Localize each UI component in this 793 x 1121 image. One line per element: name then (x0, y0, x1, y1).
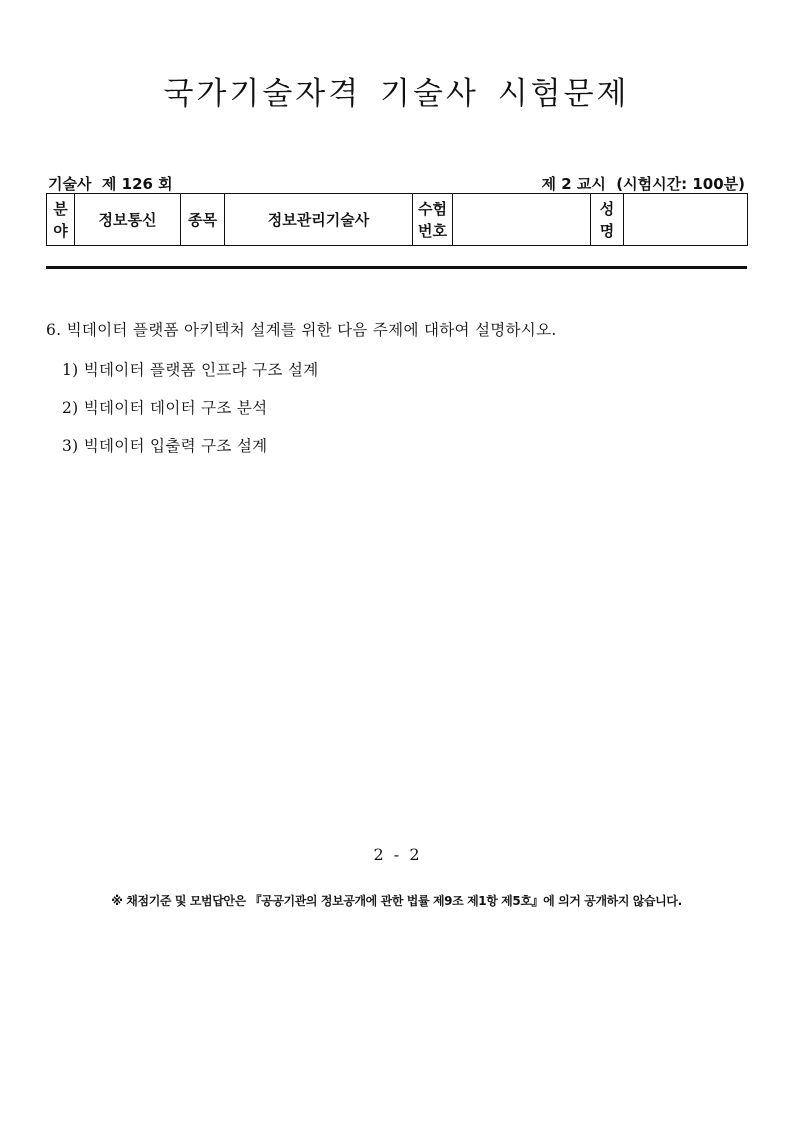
divider (46, 266, 747, 269)
question-text: 6. 빅데이터 플랫폼 아키텍처 설계를 위한 다음 주제에 대하여 설명하시오. (46, 321, 557, 339)
exam-number-field[interactable] (453, 194, 591, 246)
page-number: 2 - 2 (373, 845, 420, 864)
name-field[interactable] (624, 194, 748, 246)
exam-session: 기술사 제 126 회 (48, 175, 173, 193)
category-label: 종목 (181, 194, 225, 246)
grading-notice: ※ 채점기준 및 모범답안은 『공공기관의 정보공개에 관한 법률 제9조 제1항 제5호』에 의거 공개하지 않습니다. (111, 894, 682, 908)
category-value: 정보관리기술사 (225, 194, 413, 246)
exam-number-label: 수험 번호 (413, 194, 453, 246)
field-label: 분 야 (47, 194, 75, 246)
exam-title: 국가기술자격 기술사 시험문제 (163, 76, 630, 112)
question-item: 3) 빅데이터 입출력 구조 설계 (62, 437, 268, 455)
exam-period: 제 2 교시 (시험시간: 100분) (541, 175, 745, 193)
name-label: 성 명 (591, 194, 624, 246)
exam-info-table (46, 193, 748, 246)
question-item: 2) 빅데이터 데이터 구조 분석 (62, 399, 268, 417)
field-value: 정보통신 (75, 194, 181, 246)
question-item: 1) 빅데이터 플랫폼 인프라 구조 설계 (62, 361, 319, 379)
